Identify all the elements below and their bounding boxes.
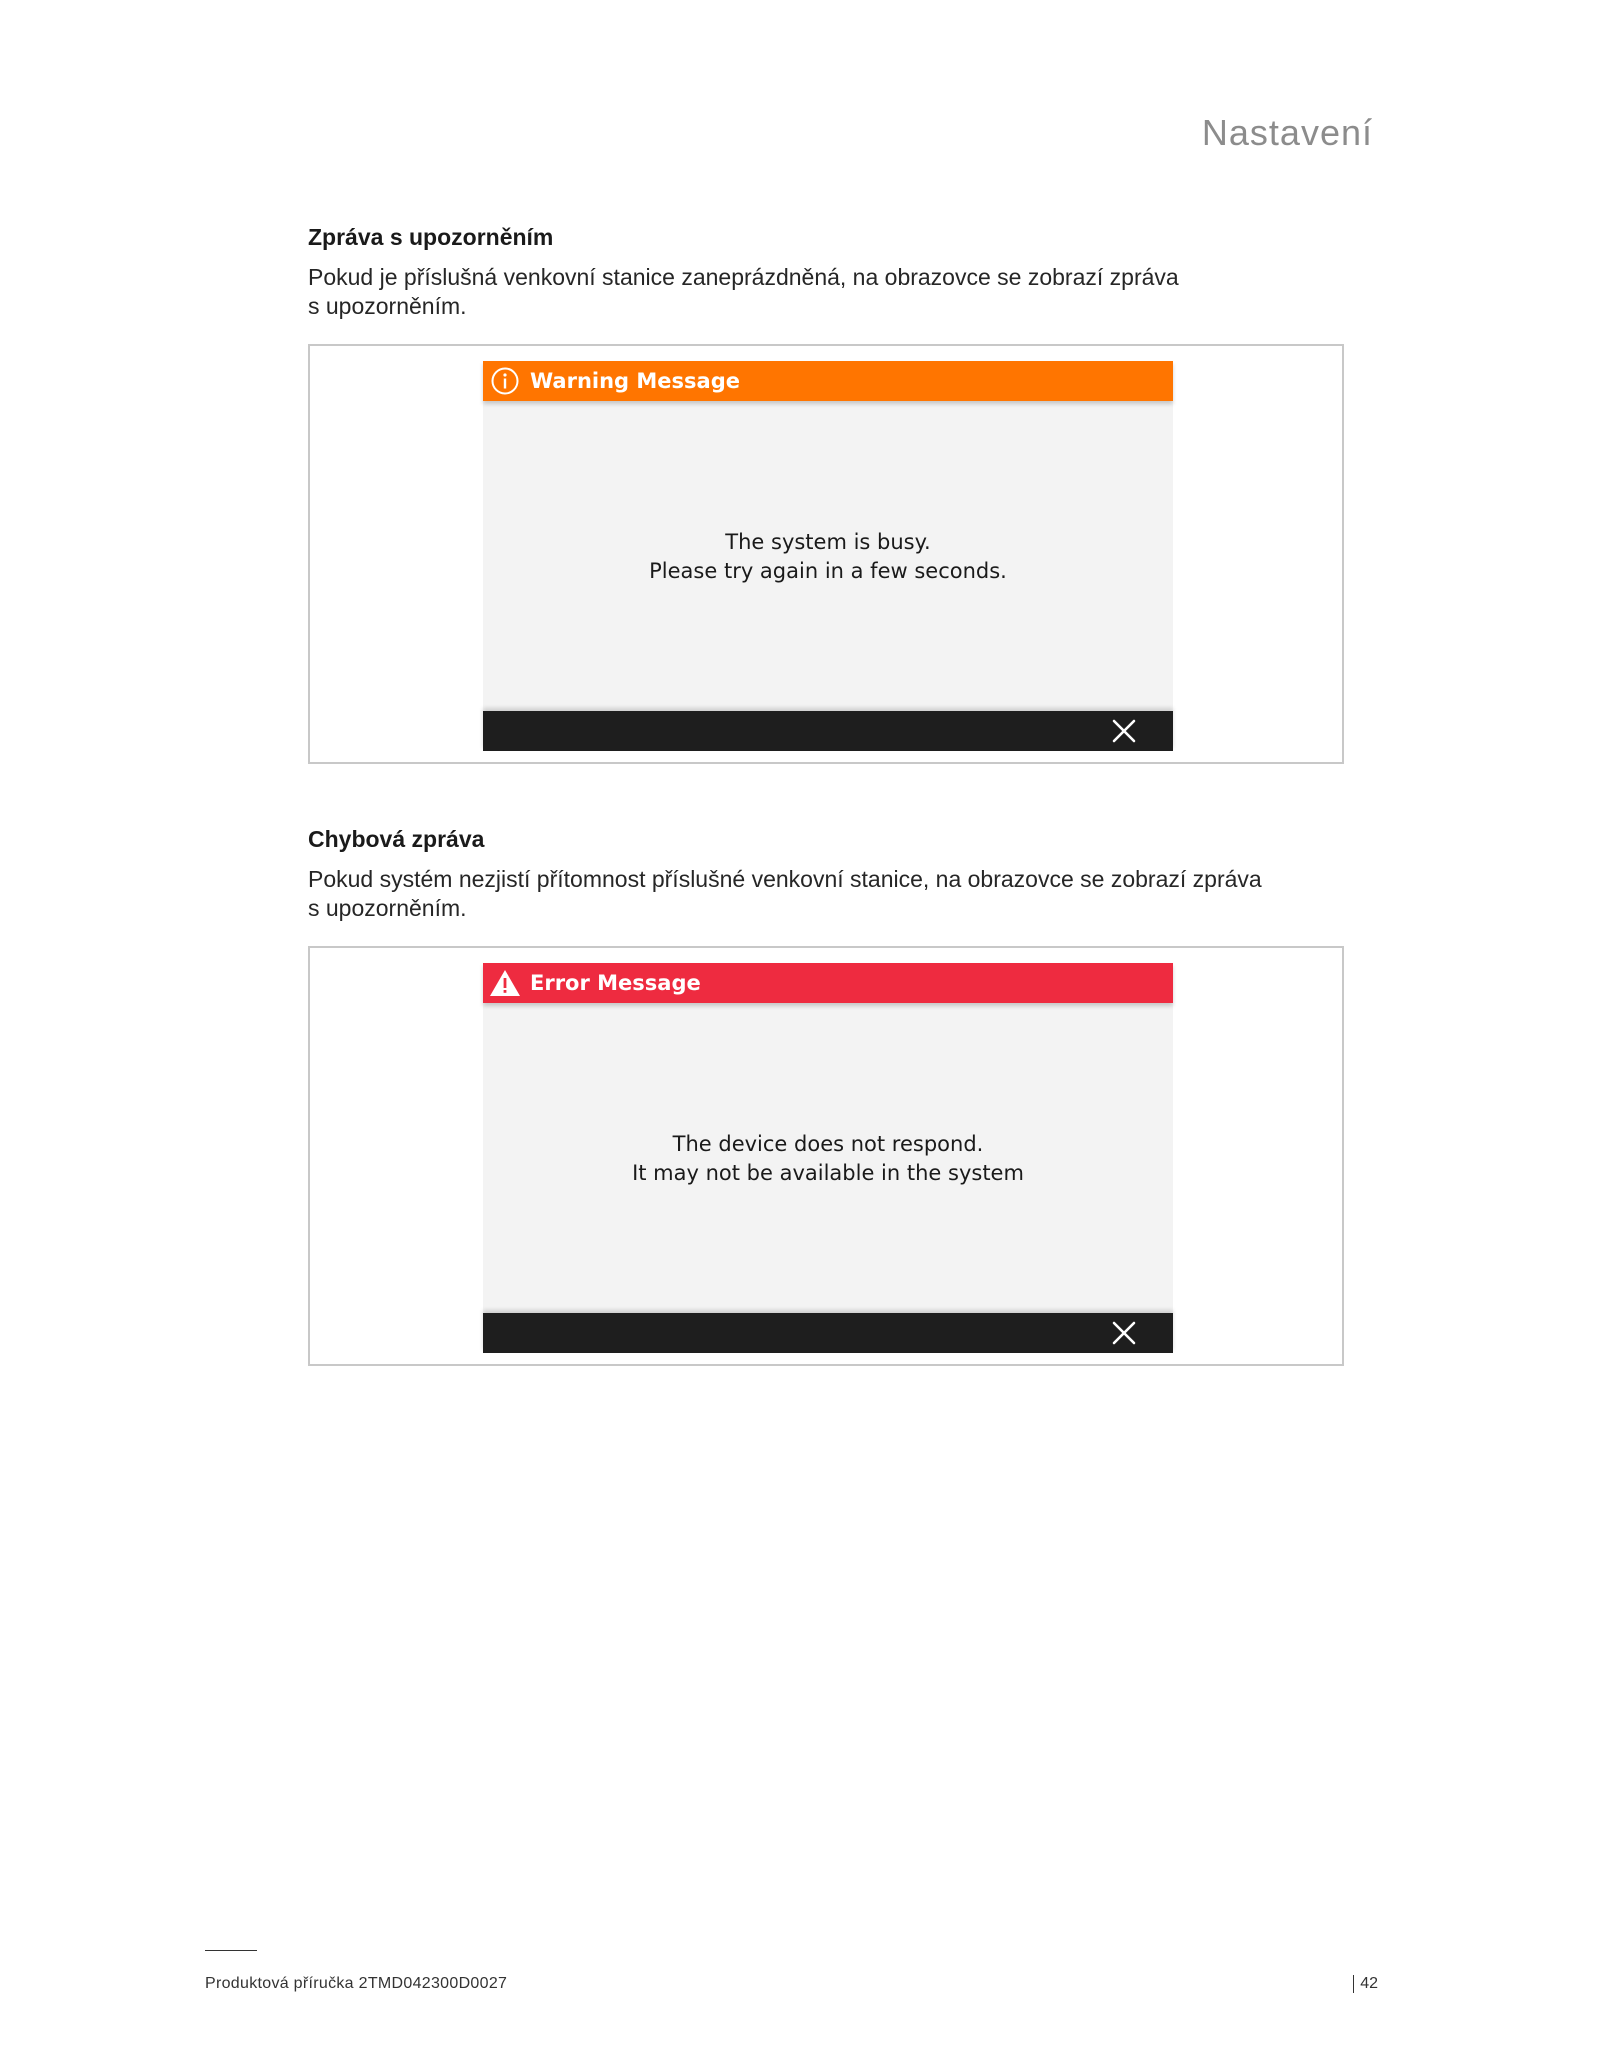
dialog-footer-bar — [483, 711, 1173, 751]
dialog-message — [483, 1003, 1173, 1315]
error-screenshot-frame — [308, 946, 1344, 1366]
warning-triangle-icon — [488, 966, 522, 1000]
close-icon[interactable] — [1110, 717, 1138, 745]
description-line: s upozorněním. — [308, 293, 467, 319]
section-description — [308, 263, 1348, 321]
warning-message-section — [308, 224, 1348, 583]
page-number: 42 — [1353, 1975, 1378, 1993]
close-icon[interactable] — [1110, 1319, 1138, 1347]
info-icon — [488, 364, 522, 398]
section-description — [308, 865, 1348, 923]
warning-dialog-header — [483, 361, 1173, 401]
message-line: Please try again in a few seconds. — [649, 559, 1007, 583]
dialog-title: Error Message — [530, 971, 701, 995]
description-line: s upozorněním. — [308, 895, 467, 921]
message-line: It may not be available in the system — [632, 1161, 1024, 1185]
warning-screenshot-frame — [308, 344, 1344, 764]
footer-rule — [205, 1950, 257, 1951]
error-dialog-header — [483, 963, 1173, 1003]
description-line: Pokud je příslušná venkovní stanice zaneprázdněná, na obrazovce se zobrazí zpráva — [308, 264, 1179, 290]
dialog-footer-bar — [483, 1313, 1173, 1353]
dialog-message — [483, 401, 1173, 713]
error-dialog — [483, 963, 1173, 1353]
page-section-title: Nastavení — [1201, 112, 1373, 153]
section-heading: Chybová zpráva — [308, 826, 485, 852]
message-line: The system is busy. — [725, 530, 931, 554]
section-heading: Zpráva s upozorněním — [308, 224, 554, 250]
message-line: The device does not respond. — [672, 1132, 984, 1156]
warning-dialog — [483, 361, 1173, 751]
description-line: Pokud systém nezjistí přítomnost příslušné venkovní stanice, na obrazovce se zobrazí zpráva — [308, 866, 1262, 892]
footer-document-name: Produktová příručka 2TMD042300D0027 — [205, 1975, 508, 1992]
dialog-title: Warning Message — [530, 369, 740, 393]
error-message-section — [308, 826, 1348, 1185]
